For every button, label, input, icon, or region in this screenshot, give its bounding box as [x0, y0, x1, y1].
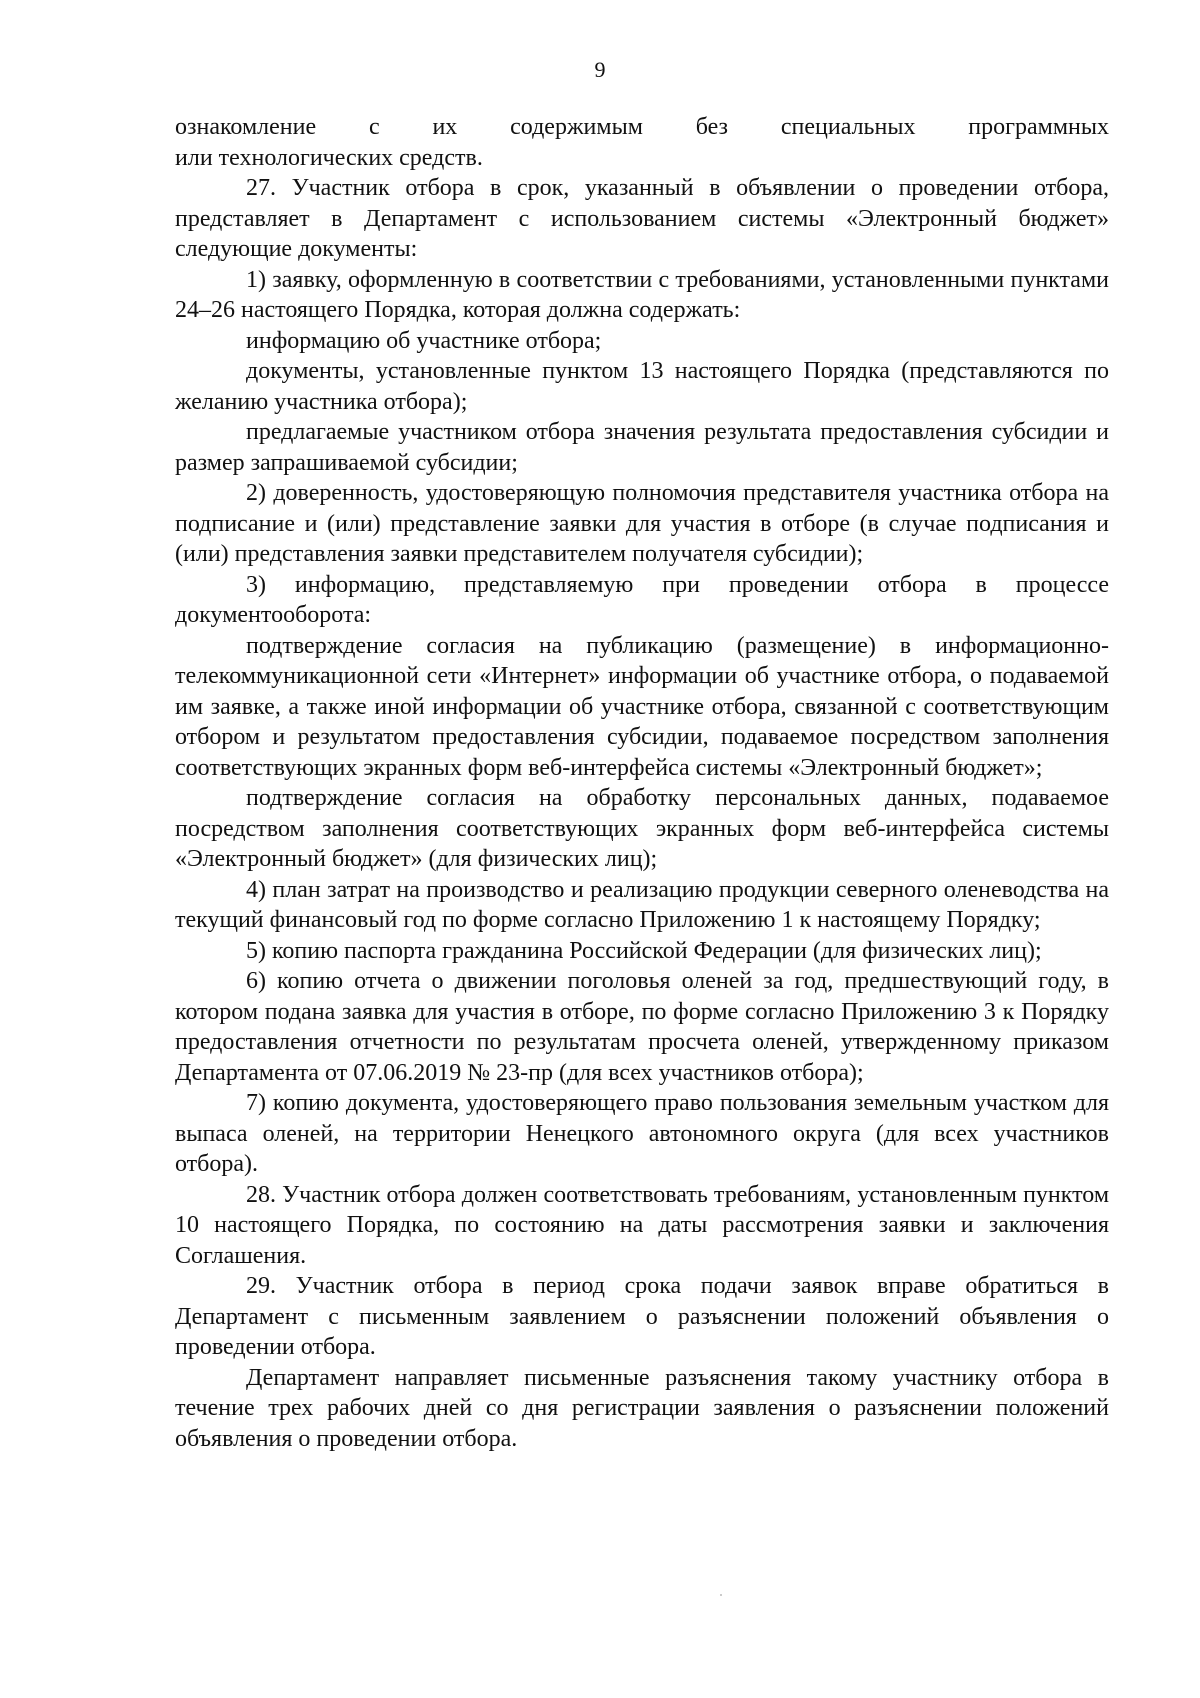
paragraph-department-response: Департамент направляет письменные разъяснения такому участнику отбора в течение трех рабочих дней со дня регистрации заявления о разъяснении положений объявления о проведении отбора.	[175, 1364, 1109, 1452]
paragraph-continuation-end: или технологических средств.	[175, 144, 483, 171]
paragraph-continuation-line: ознакомление с их содержимым без специальных программных	[175, 114, 1109, 140]
paragraph-item-1: 1) заявку, оформленную в соответствии с требованиями, установленными пунктами 24–26 настоящего Порядка, которая должна содержать:	[175, 266, 1109, 323]
paragraph-item-1-values: предлагаемые участником отбора значения результата предоставления субсидии и размер запрашиваемой субсидии;	[175, 419, 1109, 476]
paragraph-clause-29: 29. Участник отбора в период срока подачи заявок вправе обратиться в Департамент с письменным заявлением о разъяснении положений объявления о проведении отбора.	[175, 1273, 1109, 1360]
page-number: 9	[594, 57, 606, 82]
paragraph-item-1-info: информацию об участнике отбора;	[246, 327, 602, 354]
paragraph-item-2: 2) доверенность, удостоверяющую полномочия представителя участника отбора на подписание и (или) представление заявки для участия в отборе (в случае подписания и (или) представления заявки представителем получателя субсидии);	[175, 480, 1109, 567]
scan-speck	[720, 1594, 722, 1596]
paragraph-item-7: 7) копию документа, удостоверяющего право пользования земельным участком для выпаса оленей, на территории Ненецкого автономного округа (для всех участников отбора).	[175, 1090, 1109, 1177]
paragraph-clause-27: 27. Участник отбора в срок, указанный в объявлении о проведении отбора, представляет в Департамент с использованием системы «Электронный бюджет» следующие документы:	[175, 175, 1109, 262]
paragraph-item-3-personal-data-consent: подтверждение согласия на обработку персональных данных, подаваемое посредством заполнения соответствующих экранных форм веб-интерфейса системы «Электронный бюджет» (для физических лиц);	[175, 785, 1109, 872]
paragraph-item-6: 6) копию отчета о движении поголовья оленей за год, предшествующий году, в котором подана заявка для участия в отборе, по форме согласно Приложению 3 к Порядку предоставления отчетности по результатам просчета оленей, утвержденному приказом Департамента от 07.06.2019 № 23-пр (для всех участников отбора);	[175, 968, 1109, 1086]
paragraph-item-1-documents: документы, установленные пунктом 13 настоящего Порядка (представляются по желанию участника отбора);	[175, 358, 1109, 415]
document-body	[175, 112, 1109, 1454]
paragraph-item-5: 5) копию паспорта гражданина Российской Федерации (для физических лиц);	[246, 937, 1042, 964]
paragraph-item-3-publication-consent: подтверждение согласия на публикацию (размещение) в информационно-телекоммуникационной сети «Интернет» информации об участнике отбора, о подаваемой им заявке, а также иной информации об участнике отбора, связанной с соответствующим отбором и результатом предоставления субсидии, подаваемое посредством заполнения соответствующих экранных форм веб-интерфейса системы «Электронный бюджет»;	[175, 632, 1109, 781]
paragraph-clause-28: 28. Участник отбора должен соответствовать требованиям, установленным пунктом 10 настоящего Порядка, по состоянию на даты рассмотрения заявки и заключения Соглашения.	[175, 1181, 1109, 1269]
paragraph-item-3: 3) информацию, представляемую при проведении отбора в процессе документооборота:	[175, 571, 1109, 628]
paragraph-item-4: 4) план затрат на производство и реализацию продукции северного оленеводства на текущий финансовый год по форме согласно Приложению 1 к настоящему Порядку;	[175, 876, 1109, 933]
